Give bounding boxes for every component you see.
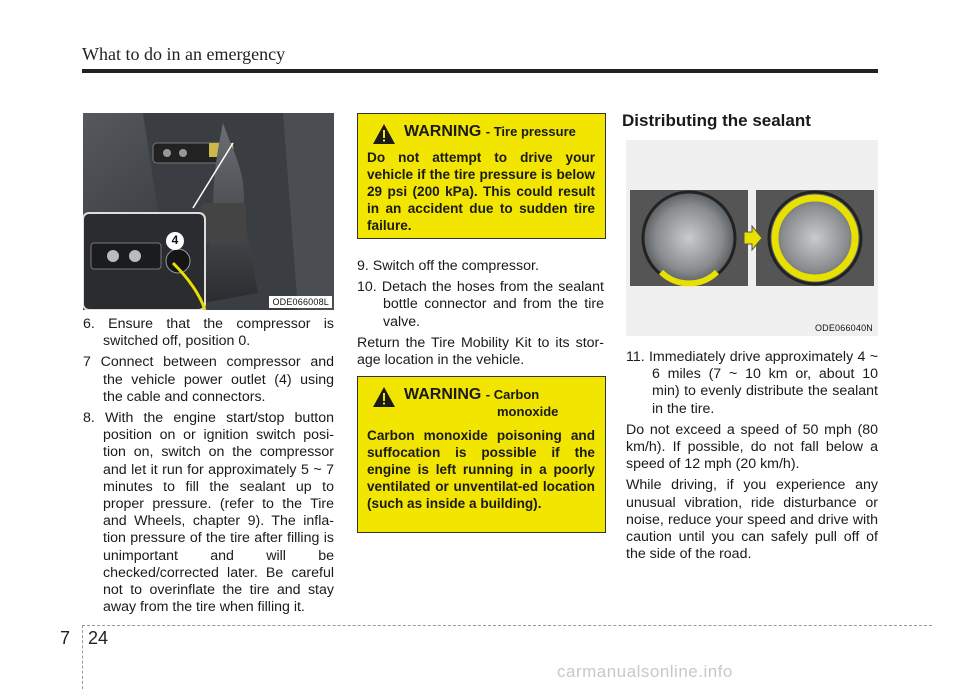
vibration-paragraph: While driving, if you experience any unusual vibration, ride disturbance or noise, reduce your speed and drive with caution until you can safely pull off of the side of the road. [626,477,878,563]
warning-icon [372,123,396,150]
console-illustration [83,113,334,310]
speed-paragraph: Do not exceed a speed of 50 mph (80 km/h). If possible, do not fall below a speed of 12 mph (20 km/h). [626,421,878,473]
warning-carbon-monoxide [357,376,606,533]
right-column-text [626,349,878,567]
step-8: 8. With the engine start/stop button position on or ignition switch posi-tion on, switch on the compressor and let it run for approximately 5 ~ 7 minutes to fill the sealant up to proper pressure. (refer to the Tire and Wheels, chapter 9). The infla-tion pressure of the tire after filling is unimportant and will be checked/corrected later. Be careful not to overinflate the tire and stay away from the tire when filling it. [83,410,334,616]
warning-body: Carbon monoxide poisoning and suffocation is possible if the engine is left running in a poorly ventilated or unventilat-ed location (such as inside a building). [367,428,595,511]
header-title: What to do in an emergency [82,44,286,64]
callout-number: 4 [171,233,179,247]
step-11: 11. Immediately drive approximately 4 ~ 6 miles (7 ~ 10 km or, about 10 min) to evenly distribute the sealant in the tire. [626,349,878,417]
sealant-illustration [626,140,878,336]
middle-column-text [357,258,604,373]
step-7: 7 Connect between compressor and the vehicle power outlet (4) using the cable and connectors. [83,354,334,405]
section-heading: Distributing the sealant [622,111,811,130]
warning-subtitle: - Tire pressure [485,124,576,139]
page-number: 24 [88,628,109,648]
left-column-text [83,316,334,620]
step-10: 10. Detach the hoses from the sealant bottle connector and from the tire valve. [357,279,604,330]
chapter-number: 7 [60,628,71,648]
photo-caption-left: ODE066008L [269,296,332,308]
watermark: carmanualsonline.info [557,662,733,681]
warning-body: Do not attempt to drive your vehicle if the tire pressure is below 29 psi (200 kPa). This could result in an accident due to sudden tire failure. [367,150,595,233]
sealant-photo [626,140,878,336]
warning-title: WARNING [404,386,482,403]
footer-rule [82,625,932,626]
header-rule [82,69,878,73]
return-text: Return the Tire Mobility Kit to its stor-age location in the vehicle. [357,334,604,369]
footer-divider [82,625,83,689]
step-6: 6. Ensure that the compressor is switched off, position 0. [83,316,334,350]
step-9: 9. Switch off the compressor. [357,258,539,274]
warning-title: WARNING [404,123,482,140]
warning-subtitle-line2: monoxide [497,404,559,419]
console-photo [83,113,334,310]
warning-icon [372,386,396,413]
warning-subtitle: - Carbon [485,387,540,402]
warning-tire-pressure [357,113,606,239]
photo-caption-right: ODE066040N [814,323,873,333]
